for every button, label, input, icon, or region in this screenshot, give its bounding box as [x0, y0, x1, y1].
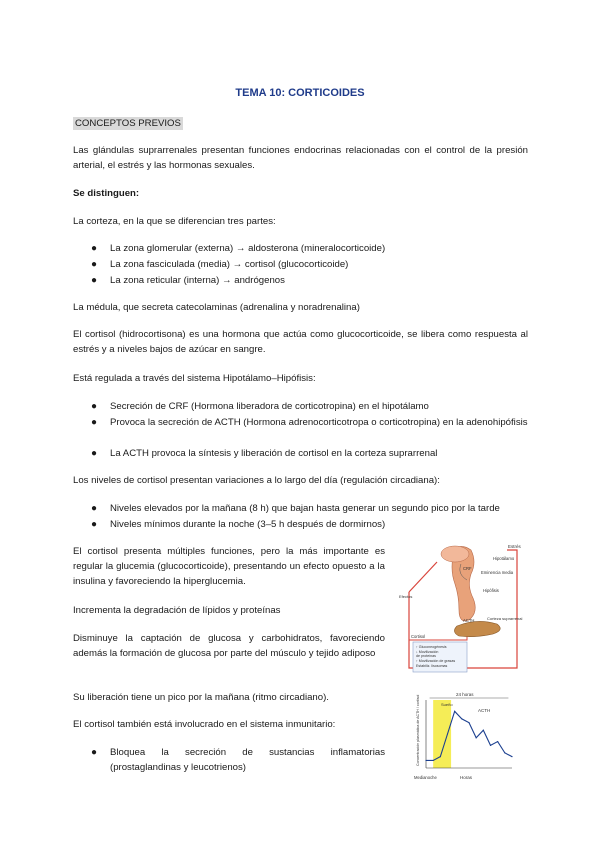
peak-paragraph: Su liberación tiene un pico por la mañana (ritmo circadiano). [73, 692, 329, 703]
bullet-icon: ● [91, 417, 98, 428]
x-axis-label: Horas [460, 775, 473, 780]
data-point [461, 718, 462, 719]
data-point [468, 722, 469, 723]
immune-paragraph: El cortisol también está involucrado en el sistema inmunitario: [73, 719, 336, 730]
bullet-icon: ● [91, 448, 98, 459]
effect-line: ↑ Movilización de grasas [416, 659, 456, 663]
data-point [504, 752, 505, 753]
effect-line: de proteínas [416, 654, 436, 658]
cortisol-definition: El cortisol (hidrocortisona) es una hormona que actúa como glucocorticoide, se libera como respuesta al estrés y a niveles bajos de azúcar en sangre. [73, 329, 528, 355]
pituitary-label: Hipófisis [483, 588, 499, 593]
section-heading: CONCEPTOS PREVIOS [75, 118, 181, 129]
bullet-icon: ● [91, 275, 98, 286]
sleep-label: Sueño [441, 702, 453, 707]
estres-label: Estrés [508, 544, 521, 549]
cortex-paragraph: La corteza, en la que se diferencian tres partes: [73, 216, 276, 227]
effect-line: ↑ Gluconeogénesis [416, 645, 447, 649]
data-point [433, 760, 434, 761]
data-point [497, 741, 498, 742]
chart-background [410, 688, 520, 784]
data-point [490, 745, 491, 746]
list-item: La zona fasciculada (media) → cortisol (glucocorticoide) [110, 259, 349, 270]
crf-label: CRF [463, 566, 472, 571]
circadian-chart [410, 688, 520, 784]
data-point [447, 733, 448, 734]
intro-paragraph: Las glándulas suprarrenales presentan funciones endocrinas relacionadas con el control de la presión arterial, el estrés y las hormonas sexuales. [73, 145, 528, 171]
distinguish-label: Se distinguen: [73, 188, 140, 199]
list-item: Niveles elevados por la mañana (8 h) que bajan hasta generar un segundo pico por la tarde [110, 503, 500, 514]
list-item: Niveles mínimos durante la noche (3–5 h después de dormirnos) [110, 519, 386, 530]
list-item: Secreción de CRF (Hormona liberadora de corticotropina) en el hipotálamo [110, 401, 429, 412]
hpa-axis-figure [397, 540, 527, 680]
series-label: ACTH [478, 708, 491, 713]
sleep-band [433, 700, 451, 768]
data-point [440, 756, 441, 757]
bullet-icon: ● [91, 401, 98, 412]
bullet-icon: ● [91, 519, 98, 530]
bullet-icon: ● [91, 243, 98, 254]
levels-paragraph: Los niveles de cortisol presentan variaciones a lo largo del día (regulación circadiana): [73, 475, 440, 486]
effects-label: Efectos [399, 594, 413, 599]
top-label: 24 horas [456, 692, 474, 697]
data-point [425, 760, 426, 761]
cortisol-label: Cortisol [411, 634, 426, 639]
list-item: La zona reticular (interna) → andrógenos [110, 275, 285, 286]
hypothalamus-label: Hipotálamo [493, 556, 515, 561]
effect-line: ↓ Movilización [416, 650, 439, 654]
data-point [511, 756, 512, 757]
effect-line: Estabiliz. lisosomas [416, 664, 448, 668]
hypothalamus-shape [441, 546, 469, 562]
bullet-icon: ● [91, 503, 98, 514]
data-point [454, 711, 455, 712]
list-item: Bloquea la secreción de sustancias inflamatorias (prostaglandinas y leucotrienos) [110, 747, 385, 773]
list-item: Provoca la secreción de ACTH (Hormona adrenocorticotropa o corticotropina) en la adenohipófisis [110, 417, 528, 428]
data-point [476, 737, 477, 738]
adrenal-label: Corteza suprarrenal [487, 616, 523, 621]
xlabel-left: Medianoche [414, 775, 437, 780]
list-item: La zona glomerular (externa) → aldosterona (mineralocorticoide) [110, 243, 386, 254]
functions-paragraph: El cortisol presenta múltiples funciones, pero la más importante es regular la glucemia (glucocorticoide), presentando un efecto opuesto a la insulina y favoreciendo la hiperglucemia. [73, 546, 385, 587]
acth-label: ACTH [463, 618, 475, 623]
list-item: La ACTH provoca la síntesis y liberación de cortisol en la corteza suprarrenal [110, 448, 438, 459]
regulation-paragraph: Está regulada a través del sistema Hipotálamo–Hipófisis: [73, 373, 316, 384]
uptake-paragraph: Disminuye la captación de glucosa y carbohidratos, favoreciendo además la formación de glucosa por parte del músculo y tejido adiposo [73, 633, 385, 659]
bullet-icon: ● [91, 259, 98, 270]
bullet-icon: ● [91, 747, 98, 758]
medulla-paragraph: La médula, que secreta catecolaminas (adrenalina y noradrenalina) [73, 302, 360, 313]
degradation-paragraph: Incrementa la degradación de lípidos y proteínas [73, 605, 281, 616]
page-title: TEMA 10: CORTICOIDES [235, 87, 365, 99]
y-axis-label: Concentración plasmática de ACTH / cortisol [416, 694, 420, 766]
data-point [483, 730, 484, 731]
eminence-label: Eminencia media [481, 570, 514, 575]
